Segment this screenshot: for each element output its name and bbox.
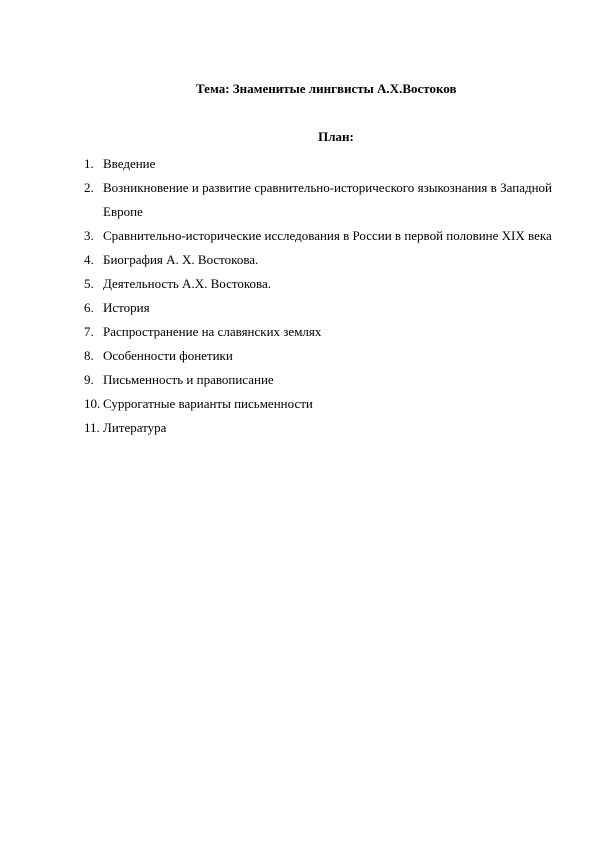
list-item-number: 5.	[84, 276, 94, 291]
list-item	[84, 272, 552, 296]
list-item-number: 1.	[84, 156, 94, 171]
list-item-number: 11.	[84, 420, 100, 435]
list-item	[84, 296, 552, 320]
list-item	[84, 152, 552, 176]
list-item-text: Биография А. Х. Востокова.	[103, 252, 259, 267]
list-item	[84, 176, 552, 224]
list-item	[84, 248, 552, 272]
list-item-number: 4.	[84, 252, 94, 267]
list-item-text: Деятельность А.Х. Востокова.	[103, 276, 271, 291]
list-item-text: История	[103, 300, 150, 315]
list-item	[84, 320, 552, 344]
list-item-number: 7.	[84, 324, 94, 339]
list-item	[84, 368, 552, 392]
list-item-text: Особенности фонетики	[103, 348, 233, 363]
list-item-number: 9.	[84, 372, 94, 387]
list-item-number: 8.	[84, 348, 94, 363]
list-item-number: 3.	[84, 228, 94, 243]
list-item-number: 6.	[84, 300, 94, 315]
list-item-number: 10.	[84, 396, 101, 411]
list-item-text: Введение	[103, 156, 156, 171]
list-item	[84, 224, 552, 248]
list-item-number: 2.	[84, 180, 94, 195]
document-title: Тема: Знаменитые лингвисты А.Х.Востоков	[196, 81, 457, 96]
list-item-text: Литература	[103, 420, 167, 435]
plan-heading: План:	[318, 129, 354, 144]
list-item	[84, 392, 552, 416]
list-item-text: Распространение на славянских землях	[103, 324, 322, 339]
list-item-text: Письменность и правописание	[103, 372, 274, 387]
table-of-contents	[84, 152, 552, 440]
list-item-text: Суррогатные варианты письменности	[103, 396, 313, 411]
list-item-text: Сравнительно-исторические исследования в России в первой половине XIX века	[103, 228, 552, 243]
list-item	[84, 344, 552, 368]
list-item-text: Возникновение и развитие сравнительно-исторического языкознания в Западной Европе	[103, 180, 552, 219]
list-item	[84, 416, 552, 440]
